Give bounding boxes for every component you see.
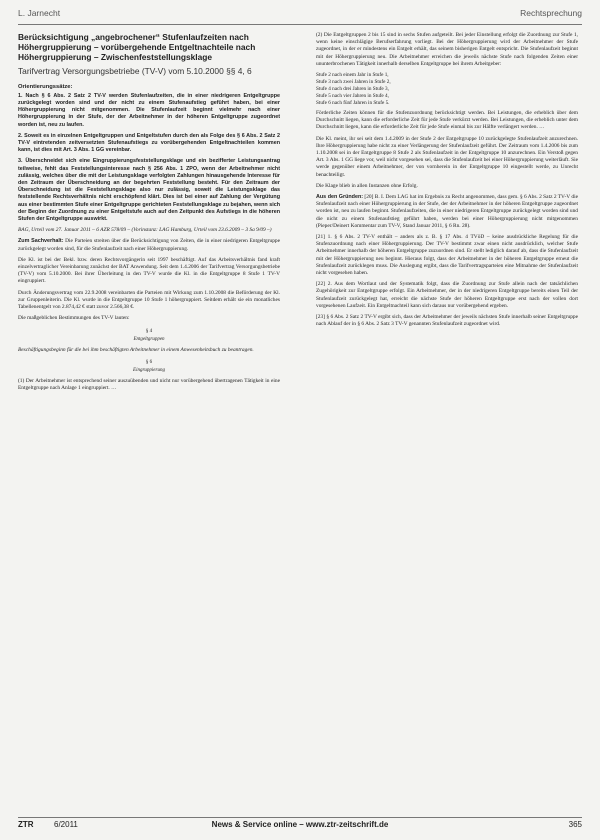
paragraph-4-number: § 4 [145, 328, 153, 334]
stufen-note: Förderliche Zeiten können für die Stufenzuordnung berücksichtigt werden. Bei Leistungen, die erheblich über dem Durchschnitt liegen, kann die erforderliche Zeit für jede Stufe verkürzt werden. Bei Leistungen, die erheblich unter dem Durchschnitt liegen, kann die erforderliche Zeit für jede Stufe einmal bis zur Hälfte verlängert werden. … [316, 110, 578, 131]
footer-page-number: 365 [568, 820, 582, 829]
header-section: Rechtsprechung [520, 8, 582, 18]
header-rule [18, 24, 582, 25]
orientierung-list [18, 93, 280, 223]
stufe-item: Stufe 4 nach drei Jahren in Stufe 3, [316, 86, 389, 93]
footer-tagline: News & Service online – www.ztr-zeitschrift.de [211, 820, 389, 829]
right-paragraph: Die Kl. meint, ihr sei seit dem 1.4.2009 in der Stufe 2 der Entgeltgruppe 10 zurückgelegte Stufenlaufzeit anzurechnen. Ihre Höhergruppierung habe nicht zu einer Verlängerung der Stufenlaufzeit geführt. Der Zeitraum vom 1.4.2006 bis zum 1.10.2008 sei in der Entgeltgruppe 8 Stufe 2 als Stufenlaufzeit in der Entgeltgruppe 10 anzurechnen. Ein Verstoß gegen Art. 3 Abs. 1 GG liege vor, weil nicht vorgesehen sei, dass die Stufenlaufzeit bei einer Höhergruppierung weiterläuft. Sie werde gegenüber einem Arbeitnehmer, der von vornherein in der Entgeltgruppe 10 eingestellt werde, zu Unrecht benachteiligt. [316, 135, 578, 178]
article-subtitle: Tarifvertrag Versorgungsbetriebe (TV-V) vom 5.10.2000 §§ 4, 6 [18, 65, 252, 76]
footer-journal: ZTR [18, 820, 34, 829]
paragraph-6-text: (1) Der Arbeitnehmer ist entsprechend seiner auszuübenden und nicht nur vorübergehend übertragenen Tätigkeit in eine Entgeltgruppe nach Anlage 1 eingruppiert. … [18, 377, 280, 391]
orientierung-item: 2. Soweit es in einzelnen Entgeltgruppen und Entgeltstufen durch den als Folge des § 6 Abs. 2 Satz 2 TV-V eintretenden zeitversetzten Stufenaufstiegs zu vorübergehenden Entgeltnachteilen kommen kann, ist dies mit Art. 3 Abs. 1 GG vereinbar. [18, 132, 280, 154]
gruende-paragraph: [22] 2. Aus dem Wortlaut und der Systematik folgt, dass die Zuordnung zur Stufe allein nach der tatsächlichen Zugehörigkeit zur Entgeltgruppe erfolgt. Ein Arbeitnehmer, der in der niedrigeren Entgeltgruppe bereits einen Teil der Stufenlaufzeit zurückgelegt hat, erreicht die nächste Stufe der höheren Entgeltgruppe erst nach der vollen dort vorgesehenen Laufzeit. Ein Entgeltnachteil kann sich daraus nur vorübergehend ergeben. [316, 281, 578, 309]
orientierung-heading: Orientierungssätze: [18, 83, 73, 90]
gruende-lead: Aus den Gründen: [316, 194, 364, 201]
sachverhalt-lead: Zum Sachverhalt: [18, 238, 64, 245]
paragraph-4-text: Beschäftigungsbeginn für die bei ihm beschäftigten Arbeitnehmer in einem Anwesenheitsbuch zu beantragen. [18, 346, 254, 353]
left-column [18, 32, 280, 396]
orientierung-item: 3. Überschneidet sich eine Eingruppierungsfeststellungsklage und ein bezifferter Leistungsantrag teilweise, fehlt das Feststellungsinteresse nach § 256 Abs. 1 ZPO, wenn der Arbeitnehmer nicht zulässig, welches über die mit der Leistungsklage verfolgten Zahlungen hinausgehende Interesse für den Zeitraum der Überschneidung an der begehrten Feststellung besteht. Für den Zeitraum der Überschneidung ist die Feststellungsklage also nur zulässig, soweit die Leistungsklage das feststellende Rechtsverhältnis nicht erschöpfend klärt. Dies ist bei einer auf Zahlung der Vergütung aus einer bestimmten Stufe einer Entgeltgruppe gerichteten Feststellungsklage zu bejahen, wenn sich der Beginn der Zuordnung zu einer Entgeltstufe auch auf den Zeitpunkt des Aufstiegs in die höheren Stufen der Entgeltgruppe auswirkt. [18, 158, 280, 223]
gruende-paragraph: [23] § 6 Abs. 2 Satz 2 TV-V ergibt sich, dass der Arbeitnehmer der jeweils nächsten Stufe innerhalb seiner Entgeltgruppe nach Ablauf der in § 6 Abs. 2 Satz 3 TV-V genannten Stufenlaufzeit zugeordnet wird. [316, 314, 578, 328]
paragraph-4-title: Entgeltgruppen [133, 337, 165, 342]
article-title: Berücksichtigung „angebrochener“ Stufenlaufzeiten nach Höhergruppierung – vorübergehende Entgeltnachteile nach Höhergruppierung – Zwischenfeststellungsklage [18, 32, 256, 63]
page-footer [18, 820, 582, 834]
sachverhalt-paragraph [18, 238, 280, 252]
orientierung-item: 1. Nach § 6 Abs. 2 Satz 2 TV-V werden Stufenlaufzeiten, die in einer niedrigeren Entgeltgruppe zurückgelegt worden sind und der nicht zu einem Stufenaufstieg geführt haben, bei einer Höhergruppierung nicht mitgenommen. Die Stufenlaufzeit beginnt vielmehr nach einer Höhergruppierung in der Stufe, der der Arbeitnehmer in der höheren Entgeltgruppe zugeordnet worden ist, neu zu laufen. [18, 92, 280, 128]
sachverhalt-paragraph: Durch Änderungsvertrag vom 22.9.2008 vereinbarten die Parteien mit Wirkung zum 1.10.2008 die Beförderung der Kl. zur Gruppenleiterin. Die Kl. wurde in die Entgeltgruppe 10 Stufe 1 höhergruppiert. Seitdem erhält sie ein monatliches Tabellenentgelt von 2.874,42 € statt zuvor 2.566,38 €. [18, 289, 280, 311]
footer-issue: 6/2011 [54, 820, 78, 829]
sachverhalt-paragraph: Die Kl. ist bei der Bekl. bzw. deren Rechtsvorgängerin seit 1997 beschäftigt. Auf das Arbeitsverhältnis fand kraft einzelvertraglicher Vereinbarung zunächst der BAT Anwendung. Seit dem 1.4.2006 der Tarifvertrag Versorgungsbetriebe (TV-V) vom 5.10.2000. Bei ihrer Überleitung in den TV-V wurde die Kl. in die Entgeltgruppe 8 Stufe 1 TV-V eingruppiert. [18, 256, 280, 285]
court-citation: BAG, Urteil vom 27. Januar 2011 – 6 AZR 578/09 – (Vorinstanz: LAG Hamburg, Urteil vom 23.6.2009 – 3 Sa 9/09 –) [18, 227, 272, 234]
right-column [316, 32, 578, 333]
stufe-item: Stufe 6 nach fünf Jahren in Stufe 5. [316, 100, 390, 107]
footer-rule [18, 817, 582, 818]
stufen-intro: (2) Die Entgeltgruppen 2 bis 15 sind in sechs Stufen aufgeteilt. Bei jeder Einstellung erfolgt die Zuordnung zur Stufe 1, wenn keine einschlägige Berufserfahrung vorliegt. Bei der Höhergruppierung wird der Arbeitnehmer der Stufe zugeordnet, in der er mindestens ein Entgelt erhält, das seinem bisherigen Entgelt entspricht. Die Stufenlaufzeit beginnt mit der Höhergruppierung neu. Die Arbeitnehmer erreichen die jeweils nächste Stufe nach folgenden Zeiten einer ununterbrochenen Tätigkeit innerhalb derselben Entgeltgruppe bei ihrem Arbeitgeber: [316, 32, 578, 67]
paragraph-6-title: Eingruppierung [133, 368, 165, 374]
gruende-paragraph: [21] 1. § 6 Abs. 2 TV-V enthält – anders als z. B. § 17 Abs. 4 TVöD – keine ausdrückliche Regelung für die Stufenzuordnung nach einer Höhergruppierung. Der TV-V bestimmt zwar einen nicht ausdrücklich, welcher Stufe Arbeitnehmer innerhalb der höheren Entgeltgruppe zuzuordnen sind. Er stellt lediglich darauf ab, dass die Stufenlaufzeit mit der Höhergruppierung neu beginnt. Hieraus folgt, dass der Arbeitnehmer in der höheren Entgeltgruppe erneut die Stufenlaufzeit zurücklegen muss. Die Auslegung ergibt, dass die Tarifvertragsparteien eine Mitnahme der Stufenlaufzeit nicht vorgesehen haben. [316, 234, 578, 277]
right-paragraph: Die Klage blieb in allen Instanzen ohne Erfolg. [316, 182, 418, 189]
sachverhalt-paragraph: Die maßgeblichen Bestimmungen des TV-V lauten: [18, 315, 130, 322]
stufe-item: Stufe 5 nach vier Jahren in Stufe 4, [316, 93, 389, 100]
gruende-paragraph [316, 194, 578, 230]
header-author: L. Jarnecht [18, 8, 61, 18]
page-header [18, 8, 582, 26]
paragraph-6-number: § 6 [145, 359, 153, 365]
stufe-item: Stufe 2 nach einem Jahr in Stufe 1, [316, 72, 389, 79]
stufen-list [316, 72, 578, 107]
sachverhalt-text: Die Parteien streiten über die Berücksichtigung von Zeiten, die in einer niedrigeren Entgeltgruppe zurückgelegt worden sind, für die Stufenlaufzeit nach einer Höhergruppierung. [18, 238, 281, 252]
gruende-text: [20] B. I. Dem LAG hat im Ergebnis zu Recht angenommen, dass gem. § 6 Abs. 2 Satz 2 TV-V die Stufenlaufzeit nach einer Höhergruppierung in der Stufe, der der Arbeitnehmer in der höheren Entgeltgruppe zugeordnet worden ist, neu zu laufen beginnt. Stufenlaufzeiten, die in einer niedrigeren Entgeltgruppe zurückgelegt worden sind und die nicht zu einem Stufenaufstieg geführt haben, werden bei einer Höhergruppierung nicht mitgenommen (Pieper/Deinert Kommentar zum TV-V, Stand Januar 2011, § 6 Rn. 28). [316, 194, 578, 229]
stufe-item: Stufe 3 nach zwei Jahren in Stufe 2, [316, 79, 391, 86]
